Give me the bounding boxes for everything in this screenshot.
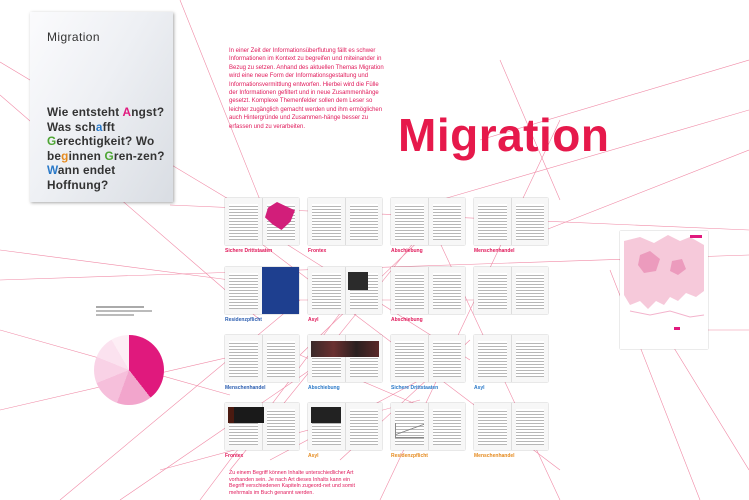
- spread-right-page: [262, 335, 299, 382]
- book-spread: [225, 403, 299, 450]
- book-cover: [30, 12, 173, 202]
- cover-question-segment: g: [61, 148, 69, 163]
- spread-caption: Asyl: [474, 385, 485, 391]
- cover-question-segment: ngst? Was: [47, 105, 165, 134]
- intro-text: In einer Zeit der Informationsüberflutung fällt es schwer Informationen im Kontext zu begreifen und miteinander in Bezug zu setzen. Anhand des aktuellen Themas Migration wird eine neue Form der Informationsgestaltung und Informationsvermittlung entworfen. Hierbei wird die Fülle der Informationen gefiltert und in neue Zusammenhänge gesetzt. Komplexe Themenfelder sollen dem Leser so leichter zugänglich gemacht werden und ihm ermöglichen auch Hintergründe und Zusammen-hänge besser zu erfassen und zu verarbeiten.: [229, 48, 384, 130]
- cover-question-segment: ren-zen?: [113, 148, 165, 163]
- spread-left-page: [391, 335, 428, 382]
- book-spread: [308, 267, 382, 314]
- spread-caption: Sichere Drittstaaten: [225, 248, 273, 254]
- spread-right-page: [511, 267, 548, 314]
- cover-question-segment: a: [95, 119, 103, 134]
- spread-caption: Abschiebung: [391, 248, 423, 254]
- connection-line: [520, 150, 749, 240]
- cover-question-segment: innen: [68, 148, 105, 163]
- spread-left-page: [474, 335, 511, 382]
- book-spread: [308, 335, 382, 382]
- cover-questions: [47, 105, 172, 192]
- spread-left-page: [391, 267, 428, 314]
- book-spread: [308, 198, 382, 245]
- cover-question-segment: fft: [102, 119, 115, 134]
- spread-caption: Abschiebung: [308, 385, 340, 391]
- europe-map-page: [620, 231, 708, 349]
- spread-caption: Menschenhandel: [474, 453, 515, 459]
- pie-chart: [94, 335, 164, 405]
- cover-question-segment: ann endet Hoffnung?: [47, 163, 116, 192]
- spread-right-page: [345, 198, 382, 245]
- spread-left-page: [391, 198, 428, 245]
- bottom-note: Zu einem Begriff können Inhalte unterschiedlicher Art vorhanden sein. Je nach Art dieses Inhalts kann ein Begriff verschiedenen Kapiteln zugeord-net und somit mehrmals im Buch genannt werden.: [229, 470, 355, 496]
- spread-right-page: [511, 403, 548, 450]
- spread-caption: Frontex: [225, 453, 244, 459]
- spread-line-chart: [395, 423, 424, 438]
- book-spread: [474, 267, 548, 314]
- spread-left-page: [225, 198, 262, 245]
- spread-caption: Menschenhandel: [474, 248, 515, 254]
- pie-chart-title: [96, 306, 166, 316]
- spread-right-page: [428, 335, 465, 382]
- cover-question-segment: erechtigkeit? Wo be: [47, 134, 155, 163]
- spread-left-page: [225, 267, 262, 314]
- book-spread: [225, 267, 299, 314]
- cover-question-segment: A: [122, 105, 132, 119]
- spread-right-page: [345, 403, 382, 450]
- spread-caption: Residenzpflicht: [225, 317, 262, 323]
- cover-question-segment: Wie entsteht: [47, 105, 123, 119]
- book-spread: [474, 403, 548, 450]
- spread-left-page: [308, 198, 345, 245]
- book-spread: [474, 198, 548, 245]
- spread-right-page: [428, 198, 465, 245]
- book-spread: [391, 267, 465, 314]
- spread-caption: Residenzpflicht: [391, 453, 428, 459]
- spread-caption: Sichere Drittstaaten: [391, 385, 439, 391]
- spread-right-page: [428, 267, 465, 314]
- spread-left-page: [308, 267, 345, 314]
- cover-question-segment: W: [47, 163, 58, 177]
- spread-right-page: [511, 335, 548, 382]
- spread-left-page: [474, 198, 511, 245]
- cover-question-segment: sch: [74, 119, 96, 134]
- book-spread: [225, 335, 299, 382]
- book-spread: [474, 335, 548, 382]
- spread-right-page: [511, 198, 548, 245]
- spread-photo: [348, 272, 368, 290]
- spread-caption: Menschenhandel: [225, 385, 266, 391]
- spread-left-page: [474, 403, 511, 450]
- spread-caption: Asyl: [308, 453, 319, 459]
- spread-caption: Asyl: [308, 317, 319, 323]
- spread-caption: Frontex: [308, 248, 327, 254]
- spread-crowd-photo: [311, 341, 379, 357]
- book-spread: [391, 335, 465, 382]
- cover-question-segment: G: [104, 148, 114, 163]
- europe-map-icon: [620, 231, 708, 349]
- cover-title: Migration: [47, 30, 100, 44]
- spread-dark-photo: [311, 407, 341, 423]
- connection-line: [0, 250, 230, 280]
- book-spread: [308, 403, 382, 450]
- spread-right-page: [428, 403, 465, 450]
- spread-left-page: [225, 335, 262, 382]
- book-spread: [391, 403, 465, 450]
- spread-right-page: [262, 403, 299, 450]
- spread-left-page: [474, 267, 511, 314]
- spread-caption: Abschiebung: [391, 317, 423, 323]
- book-spread: [391, 198, 465, 245]
- big-title: Migration: [398, 109, 610, 161]
- spread-blue-page: [262, 267, 299, 314]
- cover-question-segment: G: [47, 134, 57, 148]
- spread-dark-photo: [228, 407, 264, 423]
- book-spread: [225, 198, 299, 245]
